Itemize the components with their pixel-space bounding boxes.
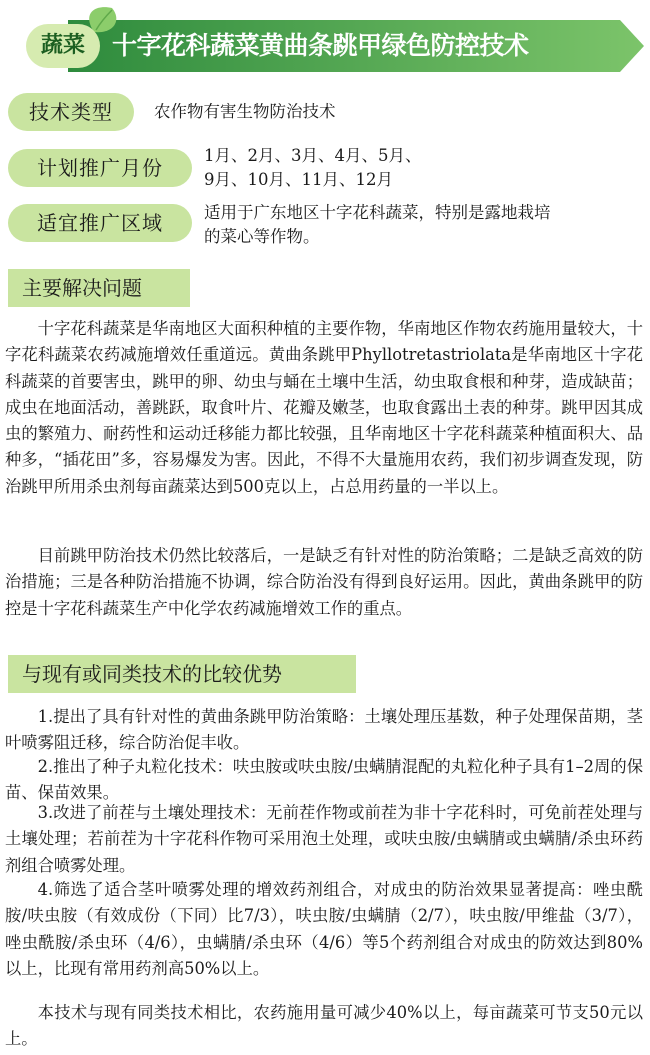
section-heading-advantages: 与现有或同类技术的比较优势 <box>8 655 356 693</box>
problems-paragraph-1: 十字花科蔬菜是华南地区大面积种植的主要作物，华南地区作物农药施用量较大，十字花科蔬菜农药减施增效任重道远。黄曲条跳甲Phyllotretastriolata是华南地区十字花科蔬菜的首要害虫，跳甲的卵、幼虫与蛹在土壤中生活，幼虫取食根和种芽，造成缺苗；成虫在地面活动，善跳跃，取食叶片、花瓣及嫩茎，也取食露出土表的种芽。跳甲因其成虫的繁殖力、耐药性和运动迁移能力都比较强，且华南地区十字花科蔬菜种植面积大、品种多，“插花田”多，容易爆发为害。因此，不得不大量施用农药，我们初步调查发现，防治跳甲所用杀虫剂每亩蔬菜达到500克以上，占总用药量的一半以上。 <box>5 319 643 496</box>
advantages-item-4: 4.筛选了适合茎叶喷雾处理的增效药剂组合，对成虫的防治效果显著提高：唑虫酰胺/呋虫胺（有效成份（下同）比7/3），呋虫胺/虫螨腈（2/7），呋虫胺/甲维盐（3/7），唑虫酰胺/杀虫环（4/6），虫螨腈/杀虫环（4/6）等5个药剂组合对成虫的防效达到80%以上，比现有常用药剂高50%以上。 <box>5 880 643 978</box>
header-banner <box>8 6 644 82</box>
info-tech-type <box>8 92 644 132</box>
problems-paragraph-2: 目前跳甲防治技术仍然比较落后，一是缺乏有针对性的防治策略；二是缺乏高效的防治措施；三是各种防治措施不协调，综合防治没有得到良好运用。因此，黄曲条跳甲的防控是十字花科蔬菜生产中化学农药减施增效工作的重点。 <box>5 546 643 618</box>
region-value-line1: 适用于广东地区十字花科蔬菜，特别是露地栽培 <box>204 203 551 222</box>
info-months <box>8 143 644 195</box>
page-title: 十字花科蔬菜黄曲条跳甲绿色防控技术 <box>112 31 529 60</box>
category-badge: 蔬菜 <box>26 24 100 68</box>
tech-type-value: 农作物有害生物防治技术 <box>154 102 336 121</box>
advantages-item-1: 1.提出了具有针对性的黄曲条跳甲防治策略：土壤处理压基数，种子处理保苗期，茎叶喷雾阻迁移，综合防治促丰收。 <box>5 707 643 753</box>
months-value-line1: 1月、2月、3月、4月、5月、 <box>204 146 422 165</box>
info-region <box>8 200 644 252</box>
months-value-line2: 9月、10月、11月、12月 <box>204 170 393 189</box>
advantages-item-2: 2.推出了种子丸粒化技术：呋虫胺或呋虫胺/虫螨腈混配的丸粒化种子具有1–2周的保苗、保苗效果。 <box>5 757 643 803</box>
advantages-summary: 本技术与现有同类技术相比，农药施用量可减少40%以上，每亩蔬菜可节支50元以上。 <box>5 1003 643 1049</box>
section-heading-problems: 主要解决问题 <box>8 269 190 307</box>
region-label: 适宜推广区域 <box>8 204 192 242</box>
region-value-line2: 的菜心等作物。 <box>204 227 320 246</box>
tech-type-label: 技术类型 <box>8 93 134 131</box>
months-label: 计划推广月份 <box>8 149 192 187</box>
advantages-item-3: 3.改进了前茬与土壤处理技术：无前茬作物或前茬为非十字花科时，可免前茬处理与土壤处理；若前茬为十字花科作物可采用泡土处理，或呋虫胺/虫螨腈或虫螨腈/杀虫环药剂组合喷雾处理。 <box>5 803 643 875</box>
